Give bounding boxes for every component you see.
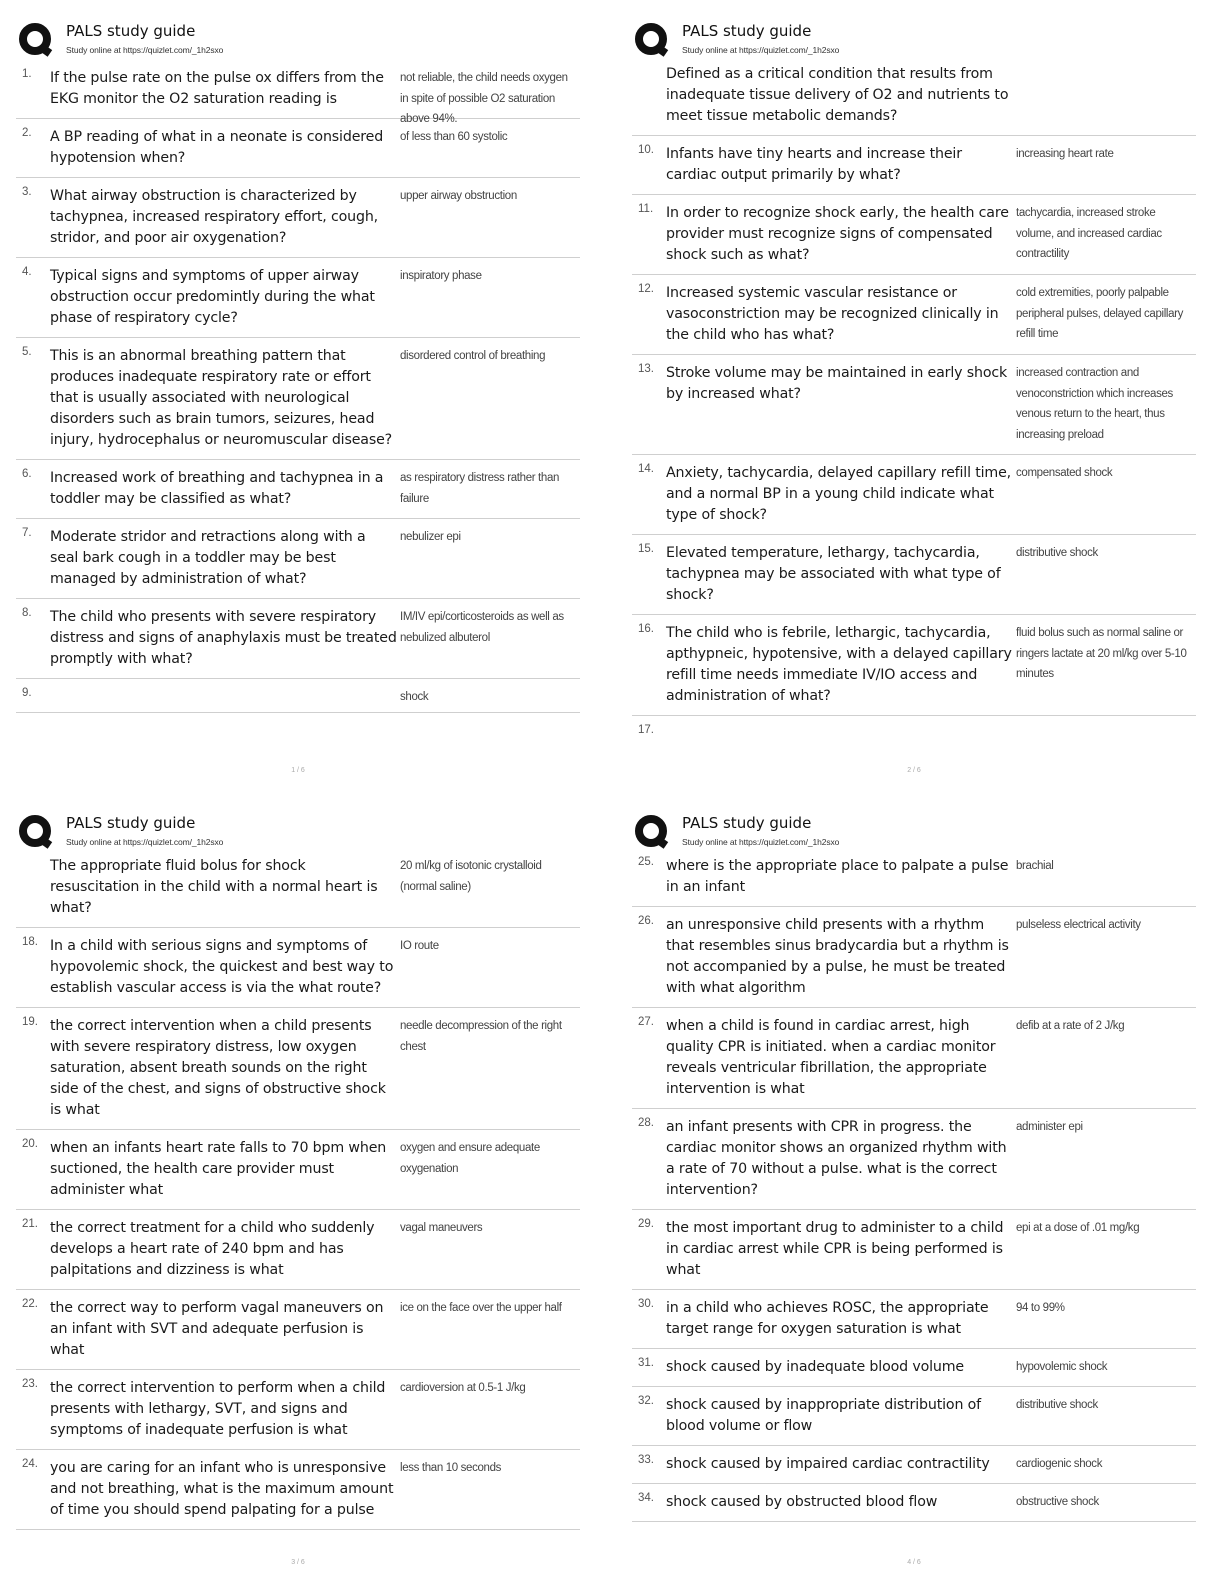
- answer-text: fluid bolus such as normal saline or ringers lactate at 20 ml/kg over 5-10 minutes: [1016, 627, 1187, 680]
- page-header: [632, 812, 1212, 852]
- item-number: 14.: [638, 463, 654, 475]
- page-header: [16, 20, 596, 60]
- qa-row: [632, 455, 1196, 535]
- page-4: [632, 812, 1212, 1572]
- question-text: where is the appropriate place to palpate a pulse in an infant: [666, 858, 1009, 895]
- study-online-link[interactable]: Study online at https://quizlet.com/_1h2sxo: [66, 837, 224, 847]
- answer-text: cardioversion at 0.5-1 J/kg: [400, 1382, 526, 1394]
- answer-text: as respiratory distress rather than failure: [400, 472, 560, 505]
- question-text: Anxiety, tachycardia, delayed capillary refill time, and a normal BP in a young child indicate what type of shock?: [666, 465, 1012, 523]
- answer-text: compensated shock: [1016, 467, 1113, 479]
- item-number: 12.: [638, 283, 654, 295]
- item-number: 1.: [22, 68, 32, 80]
- question-text: shock caused by inadequate blood volume: [666, 1359, 965, 1375]
- page-title: PALS study guide: [682, 22, 812, 40]
- quizlet-logo-icon: [634, 814, 670, 850]
- answer-text: upper airway obstruction: [400, 190, 517, 202]
- question-text: What airway obstruction is characterized by tachypnea, increased respiratory effort, cough, stridor, and poor air oxygenation?: [50, 188, 379, 246]
- answer-text: increasing heart rate: [1016, 148, 1114, 160]
- page-title: PALS study guide: [682, 814, 812, 832]
- qa-list: [632, 60, 1196, 754]
- question-text: If the pulse rate on the pulse ox differs from the EKG monitor the O2 saturation reading is: [50, 70, 384, 107]
- answer-text: IO route: [400, 940, 439, 952]
- qa-row: [632, 1446, 1196, 1484]
- qa-row: [16, 1450, 580, 1530]
- answer-text: epi at a dose of .01 mg/kg: [1016, 1222, 1140, 1234]
- answer-text: 94 to 99%: [1016, 1302, 1065, 1314]
- page-3: [16, 812, 596, 1572]
- item-number: 32.: [638, 1395, 654, 1407]
- qa-row: [632, 1349, 1196, 1387]
- answer-text: ice on the face over the upper half: [400, 1302, 562, 1314]
- qa-row: [16, 1290, 580, 1370]
- question-text: Increased work of breathing and tachypnea in a toddler may be classified as what?: [50, 470, 384, 507]
- qa-row: [16, 1210, 580, 1290]
- quizlet-logo-icon: [18, 22, 54, 58]
- qa-row: [16, 519, 580, 599]
- item-number: 20.: [22, 1138, 38, 1150]
- item-number: 18.: [22, 936, 38, 948]
- answer-text: inspiratory phase: [400, 270, 482, 282]
- answer-text: distributive shock: [1016, 1399, 1098, 1411]
- item-number: 10.: [638, 144, 654, 156]
- answer-text: not reliable, the child needs oxygen in spite of possible O2 saturation above 94%.: [400, 72, 568, 125]
- qa-row: [16, 1370, 580, 1450]
- question-text: the correct treatment for a child who suddenly develops a heart rate of 240 bpm and has palpitations and dizziness is what: [50, 1220, 375, 1278]
- item-number: 5.: [22, 346, 32, 358]
- qa-row: [632, 275, 1196, 355]
- item-number: 9.: [22, 687, 32, 699]
- qa-row: [16, 60, 580, 125]
- page-number: 2 / 6: [907, 767, 921, 774]
- page-header: [632, 20, 1212, 60]
- item-number: 13.: [638, 363, 654, 375]
- qa-row: [632, 716, 1196, 754]
- question-text: A BP reading of what in a neonate is considered hypotension when?: [50, 129, 384, 166]
- qa-row: [16, 1008, 580, 1130]
- question-text: The child who presents with severe respiratory distress and signs of anaphylaxis must be treated promptly with what?: [50, 609, 397, 667]
- item-number: 11.: [638, 203, 654, 215]
- answer-text: oxygen and ensure adequate oxygenation: [400, 1142, 540, 1175]
- item-number: 8.: [22, 607, 32, 619]
- question-text: Stroke volume may be maintained in early shock by increased what?: [666, 365, 1008, 402]
- question-text: shock caused by inappropriate distribution of blood volume or flow: [666, 1397, 982, 1434]
- question-text: when an infants heart rate falls to 70 bpm when suctioned, the health care provider must administer what: [50, 1140, 387, 1198]
- answer-text: IM/IV epi/corticosteroids as well as nebulized albuterol: [400, 611, 564, 644]
- item-number: 15.: [638, 543, 654, 555]
- answer-text: nebulizer epi: [400, 531, 461, 543]
- item-number: 34.: [638, 1492, 654, 1504]
- question-text: In a child with serious signs and symptoms of hypovolemic shock, the quickest and best way to establish vascular access is via the what route?: [50, 938, 394, 996]
- item-number: 31.: [638, 1357, 654, 1369]
- answer-text: 20 ml/kg of isotonic crystalloid (normal saline): [400, 860, 542, 893]
- item-number: 33.: [638, 1454, 654, 1466]
- qa-row: [632, 60, 1196, 136]
- question-text: Defined as a critical condition that results from inadequate tissue delivery of O2 and nutrients to meet tissue metabolic demands?: [666, 66, 1009, 124]
- question-text: the correct way to perform vagal maneuvers on an infant with SVT and adequate perfusion is what: [50, 1300, 384, 1358]
- item-number: 29.: [638, 1218, 654, 1230]
- qa-row: [16, 460, 580, 519]
- question-text: Increased systemic vascular resistance or vasoconstriction may be recognized clinically in the child who has what?: [666, 285, 999, 343]
- answer-text: defib at a rate of 2 J/kg: [1016, 1020, 1125, 1032]
- qa-row: [16, 119, 580, 178]
- question-text: an infant presents with CPR in progress. the cardiac monitor shows an organized rhythm with a rate of 70 without a pulse. what is the correct intervention?: [666, 1119, 1007, 1198]
- question-text: shock caused by obstructed blood flow: [666, 1494, 938, 1510]
- qa-row: [632, 535, 1196, 615]
- qa-row: [16, 1130, 580, 1210]
- page-2: [632, 20, 1212, 780]
- qa-row: [632, 1484, 1196, 1522]
- page-title: PALS study guide: [66, 814, 196, 832]
- question-text: the correct intervention when a child presents with severe respiratory distress, low oxygen saturation, absent breath sounds on the right side of the chest, and signs of obstructive shock is what: [50, 1018, 386, 1118]
- page-number: 1 / 6: [291, 767, 305, 774]
- study-online-link[interactable]: Study online at https://quizlet.com/_1h2sxo: [682, 45, 840, 55]
- answer-text: less than 10 seconds: [400, 1462, 502, 1474]
- answer-text: disordered control of breathing: [400, 350, 546, 362]
- question-text: This is an abnormal breathing pattern that produces inadequate respiratory rate or effort that is usually associated with neurological disorders such as brain tumors, seizures, head injury, hydrocephalus or neuromuscular disease?: [50, 348, 393, 448]
- qa-row: [632, 1109, 1196, 1210]
- answer-text: obstructive shock: [1016, 1496, 1099, 1508]
- qa-row: [632, 907, 1196, 1008]
- item-number: 19.: [22, 1016, 38, 1028]
- qa-row: [16, 852, 580, 928]
- qa-row: [632, 355, 1196, 455]
- page-title: PALS study guide: [66, 22, 196, 40]
- qa-row: [632, 136, 1196, 195]
- page-header: [16, 812, 596, 852]
- qa-row: [16, 679, 580, 713]
- item-number: 28.: [638, 1117, 654, 1129]
- qa-row: [16, 928, 580, 1008]
- page-number: 3 / 6: [291, 1559, 305, 1566]
- qa-list: [632, 852, 1196, 1522]
- answer-text: distributive shock: [1016, 547, 1098, 559]
- question-text: the most important drug to administer to a child in cardiac arrest while CPR is being performed is what: [666, 1220, 1004, 1278]
- item-number: 25.: [638, 856, 654, 868]
- qa-row: [632, 615, 1196, 716]
- answer-text: pulseless electrical activity: [1016, 919, 1141, 931]
- answer-text: cardiogenic shock: [1016, 1458, 1103, 1470]
- question-text: The appropriate fluid bolus for shock resuscitation in the child with a normal heart is what?: [50, 858, 378, 916]
- question-text: Elevated temperature, lethargy, tachycardia, tachypnea may be associated with what type of shock?: [666, 545, 1001, 603]
- qa-row: [16, 258, 580, 338]
- quizlet-logo-icon: [634, 22, 670, 58]
- answer-text: brachial: [1016, 860, 1054, 872]
- qa-row: [632, 852, 1196, 907]
- item-number: 17.: [638, 724, 654, 736]
- answer-text: of less than 60 systolic: [400, 131, 508, 143]
- item-number: 24.: [22, 1458, 38, 1470]
- item-number: 7.: [22, 527, 32, 539]
- answer-text: vagal maneuvers: [400, 1222, 483, 1234]
- item-number: 23.: [22, 1378, 38, 1390]
- answer-text: needle decompression of the right chest: [400, 1020, 562, 1053]
- study-online-link[interactable]: Study online at https://quizlet.com/_1h2sxo: [66, 45, 224, 55]
- item-number: 22.: [22, 1298, 38, 1310]
- qa-row: [16, 178, 580, 258]
- quizlet-logo-icon: [18, 814, 54, 850]
- question-text: Moderate stridor and retractions along with a seal bark cough in a toddler may be best managed by administration of what?: [50, 529, 366, 587]
- page-number: 4 / 6: [907, 1559, 921, 1566]
- qa-row: [632, 1210, 1196, 1290]
- item-number: 6.: [22, 468, 32, 480]
- answer-text: hypovolemic shock: [1016, 1361, 1108, 1373]
- answer-text: shock: [400, 691, 429, 703]
- question-text: The child who is febrile, lethargic, tachycardia, apthypneic, hypotensive, with a delayed capillary refill time needs immediate IV/IO access and administration of what?: [666, 625, 1012, 704]
- question-text: the correct intervention to perform when a child presents with lethargy, SVT, and signs and symptoms of inadequate perfusion is what: [50, 1380, 386, 1438]
- qa-list: [16, 852, 580, 1530]
- answer-text: cold extremities, poorly palpable peripheral pulses, delayed capillary refill time: [1016, 287, 1184, 340]
- question-text: when a child is found in cardiac arrest, high quality CPR is initiated. when a cardiac monitor reveals ventricular fibrillation, the appropriate intervention is what: [666, 1018, 996, 1097]
- item-number: 27.: [638, 1016, 654, 1028]
- question-text: shock caused by impaired cardiac contractility: [666, 1456, 990, 1472]
- question-text: an unresponsive child presents with a rhythm that resembles sinus bradycardia but a rhythm is not accompanied by a pulse, he must be treated with what algorithm: [666, 917, 1009, 996]
- question-text: Typical signs and symptoms of upper airway obstruction occur predomintly during the what phase of respiratory cycle?: [50, 268, 375, 326]
- item-number: 21.: [22, 1218, 38, 1230]
- qa-row: [632, 1387, 1196, 1446]
- item-number: 4.: [22, 266, 32, 278]
- qa-row: [632, 1008, 1196, 1109]
- item-number: 3.: [22, 186, 32, 198]
- answer-text: increased contraction and venoconstriction which increases venous return to the heart, thus increasing preload: [1016, 367, 1173, 441]
- question-text: in a child who achieves ROSC, the appropriate target range for oxygen saturation is what: [666, 1300, 989, 1337]
- study-online-link[interactable]: Study online at https://quizlet.com/_1h2sxo: [682, 837, 840, 847]
- question-text: Infants have tiny hearts and increase their cardiac output primarily by what?: [666, 146, 962, 183]
- item-number: 2.: [22, 127, 32, 139]
- qa-row: [16, 599, 580, 679]
- page-1: [16, 20, 596, 780]
- answer-text: tachycardia, increased stroke volume, and increased cardiac contractility: [1016, 207, 1162, 260]
- item-number: 30.: [638, 1298, 654, 1310]
- answer-text: administer epi: [1016, 1121, 1083, 1133]
- qa-list: [16, 60, 580, 713]
- question-text: In order to recognize shock early, the health care provider must recognize signs of compensated shock such as what?: [666, 205, 1009, 263]
- qa-row: [632, 1290, 1196, 1349]
- item-number: 16.: [638, 623, 654, 635]
- qa-row: [632, 195, 1196, 275]
- qa-row: [16, 338, 580, 460]
- question-text: you are caring for an infant who is unresponsive and not breathing, what is the maximum amount of time you should spend palpating for a pulse: [50, 1460, 394, 1518]
- item-number: 26.: [638, 915, 654, 927]
